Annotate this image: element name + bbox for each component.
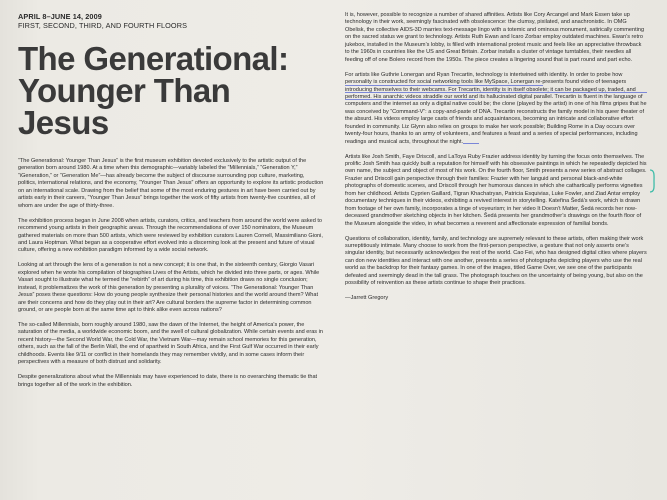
body-paragraph: For artists like Guthrie Lonergan and Ryan Trecartin, technology is intertwined with identity. In order to probe how personality is constructed for social networking tools like MySpace, Lonergan re-presents found video of teenagers introducing themselves to their webcams. For Trecartin, identity is in itself obsolete; it can be packaged up, traded, and performed. His anarchic videos straddle our world and its hallucinated digital parallel. Trecartin is fluent in the language of computers and the internet as only a digital native could be; the clone (played by the artist) in one of his films gripes that he was conceived by “Command-V”: a copy-and-paste of DNA. Trecartin reconstructs the family model in his queer theater of the absurd. His videos employ large casts of friends and acquaintances, becoming an intricate and collaborative effort founded in community. Liz Glynn also relies on groups to make her work possible; Building Rome in a Day occurs over twenty-four hours, thanks to an army of volunteers, and features a feast and a series of special performances, including readings and musical acts, throughout the night.	[345, 71, 647, 145]
body-paragraph: It is, however, possible to recognize a number of shared affinities. Artists like Cory Arcangel and Mark Essen take up technology in their work, seemingly fascinated with obsolescence: the clumsy, pixilated, and anachronistic. In OMG Obelisk, the collective AIDS-3D marries text-message lingo with a totemic and ominous monument, satirically commenting on the sacred status we grant to technology. Artists Ruth Ewan and Icaro Zorbar employ outdated machines. Ewan’s retro jukebox, installed in the Museum’s lobby, is filled with international protest music and feels like an appreciative throwback to the 1960s in countries like the US and Great Britain. Zorbar installs a cluster of vintage turntables, their needles all feeding off of one Bolero record from the 1950s. The piece creates a lingering sound that is part round and part echo.	[345, 12, 645, 63]
body-paragraph: Looking at art through the lens of a generation is not a new concept; it is one that, in the sixteenth century, Giorgio Vasari explored when he wrote his compilation of biographies Lives of the Artists, which he divided into three parts, or ages. While Vasari sought to illustrate what he termed the “rebirth” of art during his time, this exhibition draws no single conclusion; instead, it problematizes the work of this generation by presenting a plurality of voices. “The Generational: Younger Than Jesus” poses these questions: How do young people synthesize their personal histories and the world around them? What are their concerns and how do they play out in their art? Are cultural borders the supreme factor in determining common ground, or are people born at the same time apt to think alike even across nations?	[18, 262, 320, 314]
page-title	[18, 40, 324, 141]
right-column	[345, 12, 647, 310]
body-paragraph: Artists like Josh Smith, Faye Driscoll, and LaToya Ruby Frazier address identity by turning the focus onto themselves. The prolific Josh Smith has quickly built a reputation for himself with his obsessive paintings in which he repeatedly depicted his own name, the subject and object of most of his work. On the fourth floor, Smith presents a new series of abstract collages. Frazier and Driscoll gain perspective through their families: Frazier with her languid and personal black-and-white photographs of domestic scenes, and Driscoll through her humorous dances in which she cathartically performs vignettes from her childhood. Artists Cyprien Gaillard, Tigran Khachatryan, Patricia Esquivias, Luke Fowler, and Ziad Antar employ documentary techniques in their videos, exhibiting a revived interest in storytelling. Kateřina Šedá’s work, which is drawn from footage of her own family, incorporates a tinge of voyeurism; in her video It Doesn’t Matter, Šedá records her now-deceased grandmother sketching objects in her kitchen. Šedá presents her grandmother’s drawings on the fourth floor of the Museum alongside the video, in what becomes a reverent and affectionate expression of familial bonds.	[345, 153, 647, 227]
body-paragraph: The exhibition process began in June 2008 when artists, curators, critics, and teachers from around the world were asked to recommend young artists in their geographic areas. Through the recommendations of over 150 nominators, the Museum gathered materials on more than 500 artists, which were reviewed by exhibition curators Lauren Cornell, Massimiliano Gioni, and Laura Hoptman. What began as a cooperative effort evolved into a discerning look at the present and future of visual culture, offering a new exhibition paradigm informed by a wide social network.	[18, 217, 323, 254]
ink-bracket-mark	[648, 168, 658, 194]
body-paragraph: Despite generalizations about what the Millennials may have experienced to date, there is no overarching thematic tie that brings together all of the work in the exhibition.	[18, 374, 318, 388]
author-signature: —Jarrett Gregory	[345, 295, 389, 302]
body-paragraph: The so-called Millennials, born roughly around 1980, saw the dawn of the Internet, the height of America’s power, the saturation of the media, a worldwide economic boom, and the swell of cultural globalization. While certain events and eras in recent history—the Second World War, the Cold War, the Vietnam War—may remain school memories for this generation, others, such as the fall of the Berlin Wall, the end of apartheid in South Africa, and the First Gulf War occurred in their early childhoods. Events like 9/11 or conflict in their homelands they may remember vividly, and in some cases inform their perspectives with a measure of both distrust and solidarity.	[18, 321, 323, 366]
ink-underline	[345, 85, 543, 86]
title-line-1: The Generational:	[18, 40, 289, 77]
body-paragraph: “The Generational: Younger Than Jesus” is the first museum exhibition devoted exclusively to the artistic output of the generation born around 1980. At a time when this demographic—variably labeled the “Millennials,” “Generation Y,” “iGeneration,” or “Generation Me”—has already become the subject of discourse surrounding pop culture, marketing, politics, international relations, and the economy, “Younger Than Jesus” offers an opportunity to explore its artistic production on an international scale. Drawing from the belief that some of the most enduring gestures in art have been carried out by artists early in their careers, “Younger Than Jesus” brings together the work of fifty artists from twenty-five countries, all of whom are under the age of thirty-three.	[18, 158, 324, 209]
body-paragraph: Questions of collaboration, identity, family, and technology are supremely relevant to these artists, often making their work surreptitiously intimate. Many choose to work from the first-person perspective, a gesture that not only asserts one’s singular identity, but necessarily acknowledges the rest of the world. Cao Fei, who has designed digital cities where players can don new identities and interact with one another, presents a series of photographs depicting players who use the real world as the backdrop for their fantasy games. In one of the images, titled Game Over, we see one of the participants defeated and seemingly dead in the tall grass. The photograph touches on the uncertainty of being young, but also on the possibility of reinvention as these artists continue to shape their practices.	[345, 235, 647, 287]
ink-underline	[463, 143, 479, 144]
left-column	[18, 12, 324, 396]
ink-underline	[345, 92, 647, 93]
title-line-2: Younger Than Jesus	[18, 72, 231, 141]
exhibition-dates: APRIL 8–JUNE 14, 2009	[18, 12, 102, 21]
exhibition-floors: FIRST, SECOND, THIRD, AND FOURTH FLOORS	[18, 21, 188, 30]
ink-underline	[345, 99, 475, 100]
